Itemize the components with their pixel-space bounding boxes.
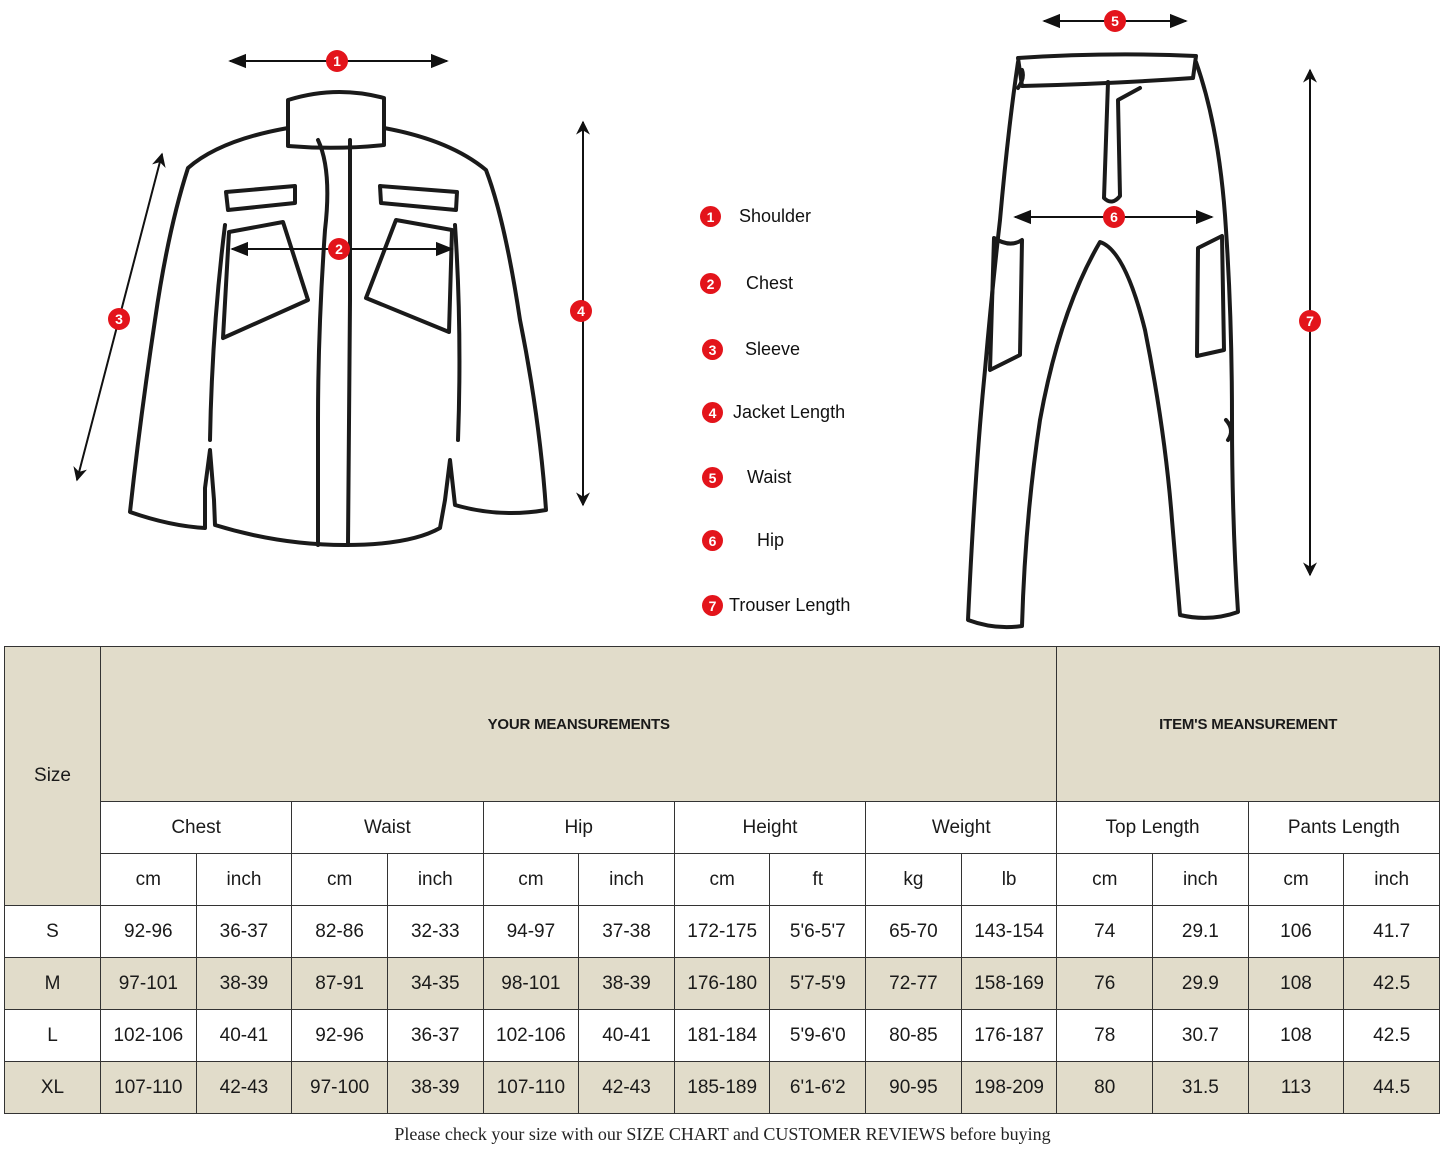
- marker-hip: 6: [1103, 206, 1125, 228]
- measure-header-top-length: Top Length: [1057, 802, 1248, 854]
- legend-badge: 4: [702, 402, 723, 423]
- table-cell: 42.5: [1344, 1010, 1440, 1062]
- table-cell: 92-96: [292, 1010, 388, 1062]
- unit-cell: cm: [1248, 854, 1344, 906]
- table-cell: 38-39: [196, 958, 292, 1010]
- table-cell: 5'9-6'0: [770, 1010, 866, 1062]
- table-cell: 76: [1057, 958, 1153, 1010]
- legend-label: Waist: [747, 467, 792, 487]
- legend-label: Jacket Length: [733, 402, 846, 422]
- legend-label: Sleeve: [745, 339, 801, 359]
- measure-header-chest: Chest: [101, 802, 292, 854]
- legend-item: [702, 530, 784, 551]
- size-cell: XL: [5, 1062, 101, 1114]
- table-cell: 87-91: [292, 958, 388, 1010]
- measure-header-hip: Hip: [483, 802, 674, 854]
- table-cell: 30.7: [1153, 1010, 1249, 1062]
- legend-label: Trouser Length: [729, 595, 851, 615]
- table-cell: 74: [1057, 906, 1153, 958]
- table-cell: 38-39: [387, 1062, 483, 1114]
- unit-cell: kg: [866, 854, 962, 906]
- size-chart-table: [4, 646, 1440, 1114]
- table-cell: 32-33: [387, 906, 483, 958]
- marker-jacket-length: 4: [570, 300, 592, 322]
- unit-cell: lb: [961, 854, 1057, 906]
- size-cell: L: [5, 1010, 101, 1062]
- legend-badge: 7: [702, 595, 723, 616]
- unit-cell: inch: [579, 854, 675, 906]
- legend-badge: 5: [702, 467, 723, 488]
- table-cell: 6'1-6'2: [770, 1062, 866, 1114]
- unit-cell: cm: [674, 854, 770, 906]
- table-row: [5, 1010, 1440, 1062]
- table-cell: 42.5: [1344, 958, 1440, 1010]
- table-cell: 90-95: [866, 1062, 962, 1114]
- table-cell: 107-110: [101, 1062, 197, 1114]
- table-cell: 158-169: [961, 958, 1057, 1010]
- unit-cell: inch: [196, 854, 292, 906]
- legend-item: [702, 595, 850, 616]
- legend-label: Hip: [757, 530, 785, 550]
- table-cell: 97-101: [101, 958, 197, 1010]
- measure-header-height: Height: [674, 802, 865, 854]
- table-cell: 40-41: [579, 1010, 675, 1062]
- table-cell: 108: [1248, 958, 1344, 1010]
- table-cell: 42-43: [579, 1062, 675, 1114]
- table-cell: 65-70: [866, 906, 962, 958]
- pants-arrows: [1015, 21, 1310, 575]
- table-cell: 80-85: [866, 1010, 962, 1062]
- table-cell: 181-184: [674, 1010, 770, 1062]
- table-cell: 72-77: [866, 958, 962, 1010]
- table-cell: 5'6-5'7: [770, 906, 866, 958]
- table-cell: 42-43: [196, 1062, 292, 1114]
- table-cell: 94-97: [483, 906, 579, 958]
- table-cell: 92-96: [101, 906, 197, 958]
- marker-shoulder: 1: [326, 50, 348, 72]
- table-cell: 106: [1248, 906, 1344, 958]
- table-row: [5, 1062, 1440, 1114]
- table-cell: 41.7: [1344, 906, 1440, 958]
- unit-cell: cm: [1057, 854, 1153, 906]
- table-cell: 38-39: [579, 958, 675, 1010]
- table-cell: 108: [1248, 1010, 1344, 1062]
- unit-row: [5, 854, 1440, 906]
- jacket-drawing: [130, 92, 546, 545]
- your-measurements-header: YOUR MEANSUREMENTS: [101, 647, 1057, 802]
- table-cell: 176-180: [674, 958, 770, 1010]
- legend-badge: 1: [700, 206, 721, 227]
- legend-badge: 2: [700, 273, 721, 294]
- size-cell: S: [5, 906, 101, 958]
- item-measurement-header: ITEM'S MEANSUREMENT: [1057, 647, 1440, 802]
- table-cell: 113: [1248, 1062, 1344, 1114]
- table-cell: 37-38: [579, 906, 675, 958]
- table-cell: 143-154: [961, 906, 1057, 958]
- table-row: [5, 958, 1440, 1010]
- table-cell: 185-189: [674, 1062, 770, 1114]
- size-rows: [5, 906, 1440, 1114]
- table-cell: 172-175: [674, 906, 770, 958]
- legend-badge: 3: [702, 339, 723, 360]
- table-cell: 78: [1057, 1010, 1153, 1062]
- marker-sleeve: 3: [108, 308, 130, 330]
- size-cell: M: [5, 958, 101, 1010]
- legend-item: [702, 402, 845, 423]
- table-cell: 97-100: [292, 1062, 388, 1114]
- pants-drawing: [968, 54, 1238, 627]
- unit-cell: cm: [101, 854, 197, 906]
- size-header: Size: [5, 647, 101, 906]
- table-cell: 102-106: [101, 1010, 197, 1062]
- legend-label: Chest: [746, 273, 794, 293]
- table-cell: 5'7-5'9: [770, 958, 866, 1010]
- table-cell: 29.1: [1153, 906, 1249, 958]
- table-cell: 102-106: [483, 1010, 579, 1062]
- jacket-arrows: [77, 61, 583, 505]
- table-cell: 36-37: [387, 1010, 483, 1062]
- table-cell: 36-37: [196, 906, 292, 958]
- measure-header-pants-length: Pants Length: [1248, 802, 1439, 854]
- table-cell: 98-101: [483, 958, 579, 1010]
- table-cell: 82-86: [292, 906, 388, 958]
- table-cell: 80: [1057, 1062, 1153, 1114]
- footer-note: Please check your size with our SIZE CHART and CUSTOMER REVIEWS before buying: [394, 1124, 1051, 1144]
- table-cell: 198-209: [961, 1062, 1057, 1114]
- marker-waist: 5: [1104, 10, 1126, 32]
- table-cell: 176-187: [961, 1010, 1057, 1062]
- table-cell: 40-41: [196, 1010, 292, 1062]
- unit-cell: inch: [1153, 854, 1249, 906]
- unit-cell: inch: [387, 854, 483, 906]
- legend-badge: 6: [702, 530, 723, 551]
- table-cell: 44.5: [1344, 1062, 1440, 1114]
- unit-cell: cm: [483, 854, 579, 906]
- table-cell: 31.5: [1153, 1062, 1249, 1114]
- measure-header-weight: Weight: [866, 802, 1057, 854]
- legend-item: [702, 467, 791, 488]
- legend-label: Shoulder: [739, 206, 812, 226]
- legend-item: [700, 273, 793, 294]
- table-row: [5, 906, 1440, 958]
- legend-item: [702, 339, 800, 360]
- legend-item: [700, 206, 811, 227]
- unit-cell: ft: [770, 854, 866, 906]
- table-cell: 29.9: [1153, 958, 1249, 1010]
- table-cell: 107-110: [483, 1062, 579, 1114]
- marker-trouser-length: 7: [1299, 310, 1321, 332]
- unit-cell: cm: [292, 854, 388, 906]
- measure-header-waist: Waist: [292, 802, 483, 854]
- unit-cell: inch: [1344, 854, 1440, 906]
- table-cell: 34-35: [387, 958, 483, 1010]
- marker-chest: 2: [328, 238, 350, 260]
